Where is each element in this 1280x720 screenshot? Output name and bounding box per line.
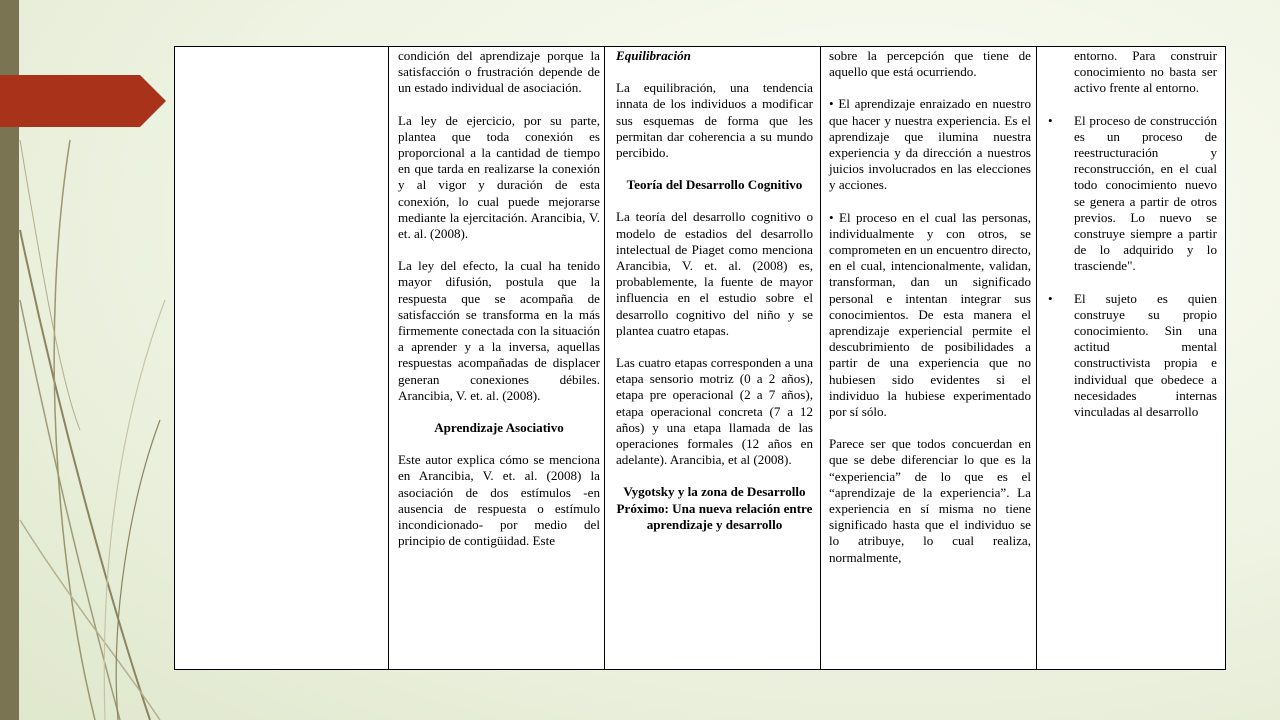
col4-paragraph-4: Parece ser que todos concuerdan en que se debe diferenciar lo que es la “experiencia” de lo que es el “aprendizaje de la experiencia”. La experiencia en sí misma no tiene significado hasta que el individuo se lo atribuye, lo cual realiza, normalmente,: [829, 436, 1031, 565]
col3-paragraph-3: Las cuatro etapas corresponden a una etapa sensorio motriz (0 a 2 años), etapa pre operacional (2 a 7 años), etapa operacional concreta (7 a 12 años) y una etapa llamada de las operaciones formales (12 años en adelante). Arancibia, et al (2008).: [616, 355, 813, 468]
col5-bullet-2: • El sujeto es quien construye su propio conocimiento. Sin una actitud mental constructivista propia e individual que obedece a necesidades internas vinculadas al desarrollo: [1040, 291, 1217, 421]
table-column-2: [389, 47, 605, 669]
col3-paragraph-1: La equilibración, una tendencia innata de los individuos a modificar sus esquemas de forma que les permitan dar coherencia a su mundo percibido.: [616, 80, 813, 161]
table-column-5: [1037, 47, 1225, 669]
table-column-1: [175, 47, 389, 669]
content-table: [174, 46, 1226, 670]
table-column-4: [821, 47, 1037, 669]
col3-title: Equilibración: [616, 48, 691, 63]
col5-bullet-list: [1040, 113, 1217, 421]
col5-bullet-1: • El proceso de construcción es un proceso de reestructuración y reconstrucción, en el cual todo conocimiento nuevo se genera a partir de otros previos. Lo nuevo se construye siempre a partir de lo adquirido y lo trasciende".: [1040, 113, 1217, 275]
col2-paragraph-4: Este autor explica cómo se menciona en Arancibia, V. et. al. (2008) la asociación de dos estímulos -en ausencia de respuesta o estímulo incondicionado- por medio del principio de contigüidad. Este: [398, 452, 600, 549]
red-arrow-tab: [0, 75, 166, 127]
col2-paragraph-1: condición del aprendizaje porque la satisfacción o frustración depende de un estado individual de asociación.: [398, 48, 600, 96]
col2-paragraph-3: La ley del efecto, la cual ha tenido mayor difusión, postula que la respuesta que se acompaña de satisfacción se transforma en la más firmemente conectada con la situación a aprender y a la inversa, aquellas respuestas acompañadas de displacer generan conexiones débiles. Arancibia, V. et. al. (2008).: [398, 258, 600, 403]
col3-paragraph-2: La teoría del desarrollo cognitivo o modelo de estadios del desarrollo intelectual de Piaget como menciona Arancibia, V. et. al. (2008) es, probablemente, la fuente de mayor influencia en el estudio sobre el desarrollo cognitivo del niño y se plantea cuatro etapas.: [616, 209, 813, 338]
col2-heading: Aprendizaje Asociativo: [434, 420, 564, 436]
col5-continuation: entorno. Para construir conocimiento no basta ser activo frente al entorno.: [1074, 48, 1217, 96]
col3-heading-2: Vygotsky y la zona de Desarrollo Próximo: Una nueva relación entre aprendizaje y desarrollo: [616, 484, 813, 532]
col4-paragraph-2: • El aprendizaje enraizado en nuestro que hacer y nuestra experiencia. Es el aprendizaje que ilumina nuestra experiencia y da dirección a nuestros juicios involucrados en las elecciones y acciones.: [829, 96, 1031, 193]
table-column-3: [605, 47, 821, 669]
col3-heading-1: Teoría del Desarrollo Cognitivo: [626, 177, 803, 193]
col4-paragraph-3: • El proceso en el cual las personas, individualmente y con otros, se comprometen en un encuentro directo, en el cual, intencionalmente, validan, transforman, dan un significado personal e intentan integrar sus conocimientos. De esta manera el aprendizaje experiencial permite el descubrimiento de posibilidades a partir de una experiencia que no hubiesen sido evidentes si el individuo la hubiese experimentado por sí sólo.: [829, 209, 1031, 420]
col4-paragraph-1: sobre la percepción que tiene de aquello que está ocurriendo.: [829, 48, 1031, 80]
col2-paragraph-2: La ley de ejercicio, por su parte, plantea que toda conexión es proporcional a la cantidad de tiempo en que tarda en realizarse la conexión y al vigor y duración de esta conexión, lo cual puede mejorarse mediante la ejercitación. Arancibia, V. et. al. (2008).: [398, 112, 600, 242]
